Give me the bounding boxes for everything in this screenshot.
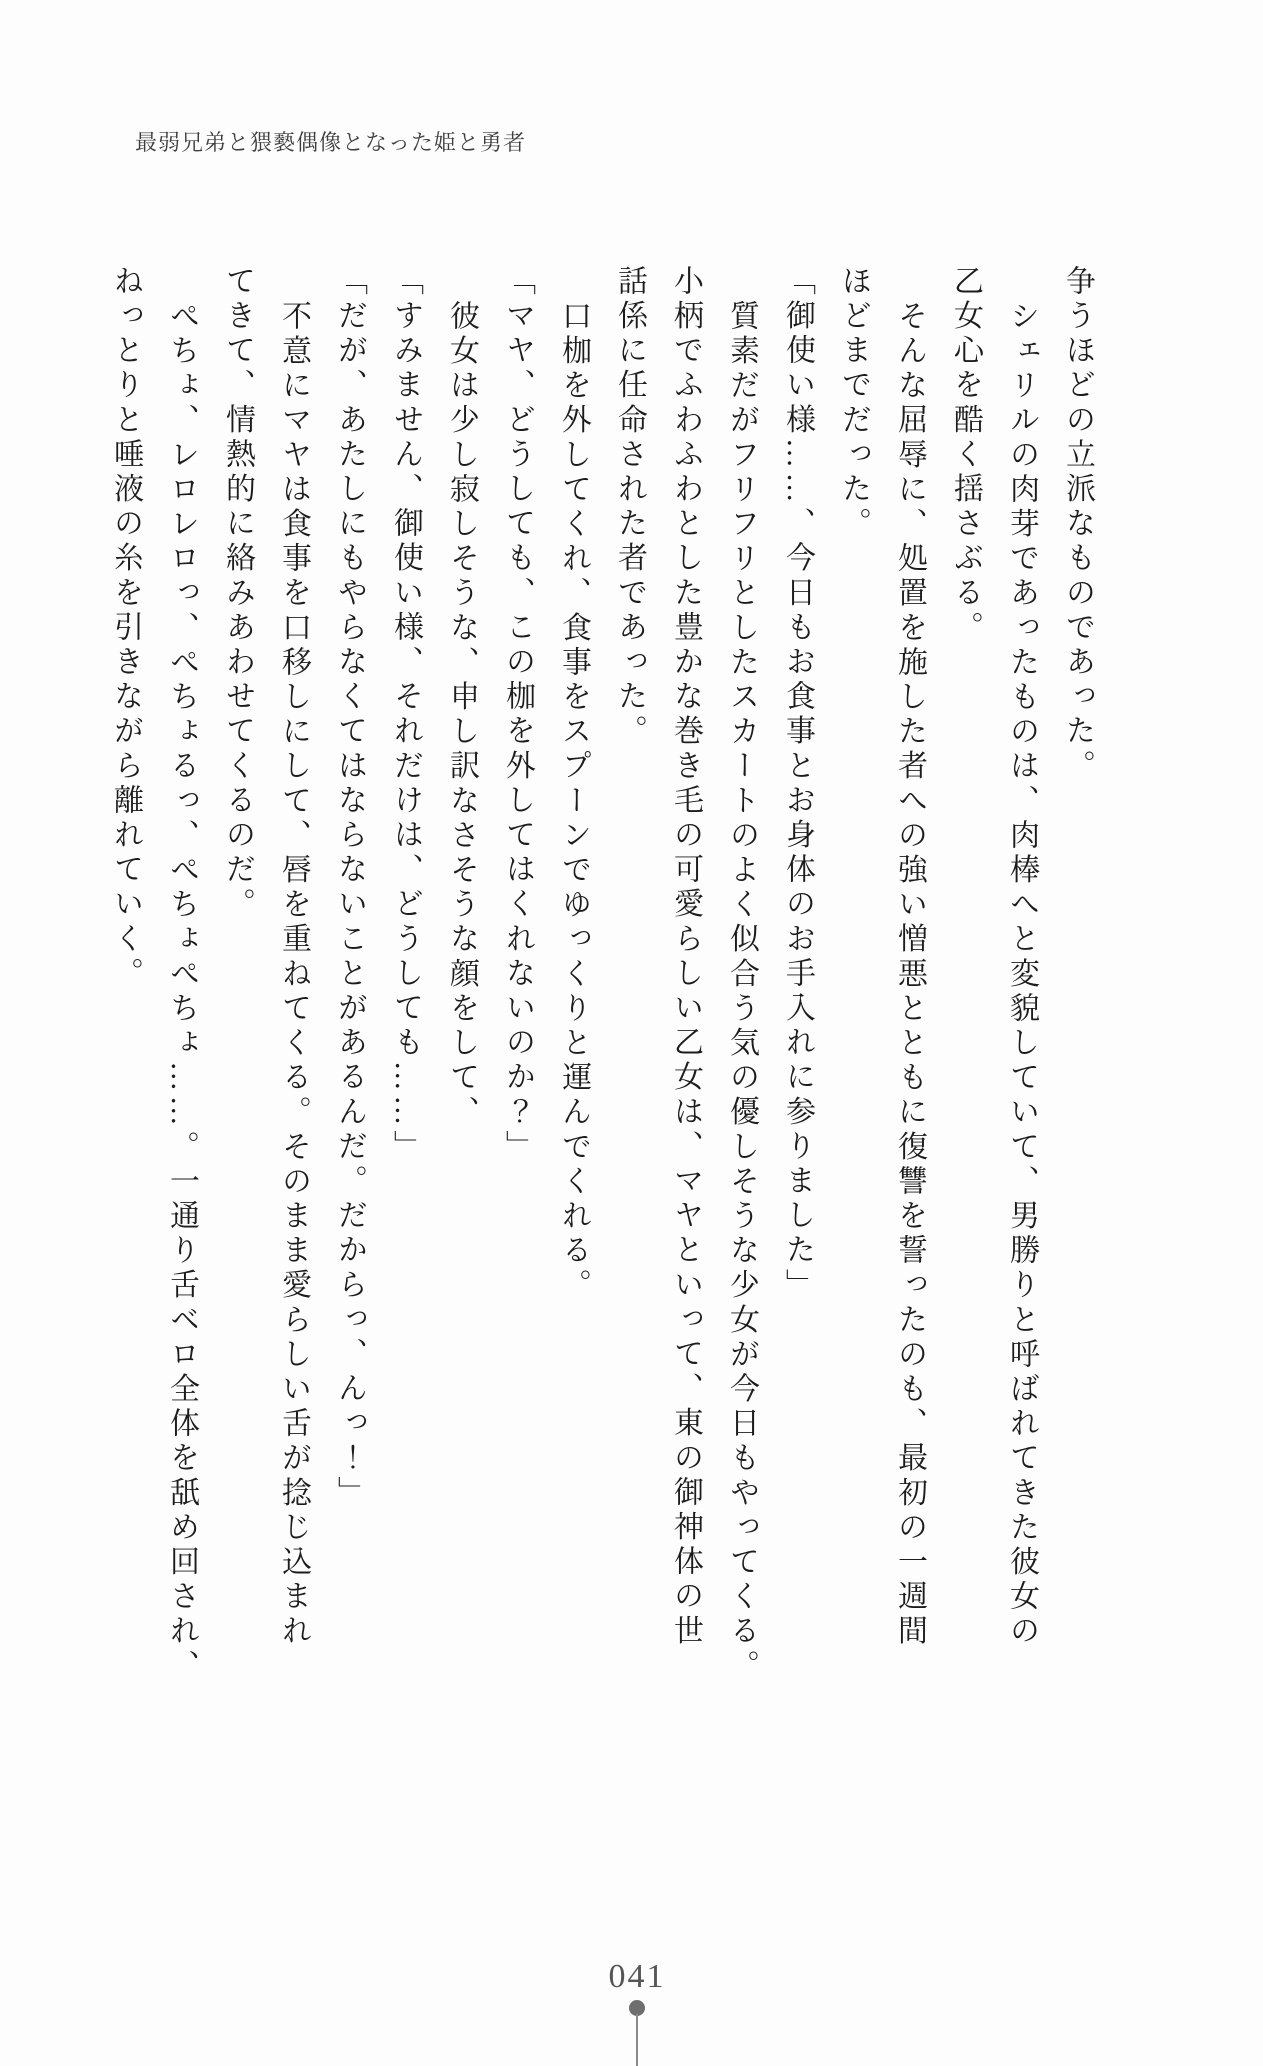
text-line: 「だが、あたしにもやらなくてはならないことがあるんだ。だからっ、んっ！」 [333,265,366,1511]
text-line: シェリルの肉芽であったものは、肉棒へと変貌していて、男勝りと呼ばれてきた彼女の [1005,299,1038,1649]
body-text-block [97,265,1105,1684]
text-line: ほどまでだった。 [837,265,870,542]
text-line: そんな屈辱に、処置を施した者への強い憎悪とともに復讐を誓ったのも、最初の一週間 [893,299,926,1649]
running-header-title: 最弱兄弟と猥褻偶像となった姫と勇者 [135,130,527,155]
text-line: ねっとりと唾液の糸を引きながら離れていく。 [109,265,142,992]
text-line: 口枷を外してくれ、食事をスプーンでゆっくりと運んでくれる。 [557,299,590,1303]
page-number: 041 [608,1958,666,1995]
text-line: 質素だがフリフリとしたスカートのよく似合う気の優しそうな少女が今日もやってくる。 [725,299,758,1684]
text-line: 争うほどの立派なものであった。 [1061,265,1094,784]
text-line: 「マヤ、どうしても、この枷を外してはくれないのか？」 [501,265,534,1165]
vertical-rule-icon [636,2014,638,2066]
text-line: 乙女心を酷く揺さぶる。 [949,265,982,646]
text-line: てきて、情熱的に絡みあわせてくるのだ。 [221,265,254,923]
text-line: ぺちょ、レロレロっ、ぺちょるっ、ぺちょぺちょ……。一通り舌ベロ全体を舐め回され、 [165,299,198,1684]
text-line: 話係に任命された者であった。 [613,265,646,750]
text-line: 彼女は少し寂しそうな、申し訳なさそうな顔をして、 [445,299,478,1130]
text-line: 小柄でふわふわとした豊かな巻き毛の可愛らしい乙女は、マヤといって、東の御神体の世 [669,265,702,1649]
text-line: 「御使い様……、今日もお食事とお身体のお手入れに参りました」 [781,265,814,1303]
text-line: 不意にマヤは食事を口移しにして、唇を重ねてくる。そのまま愛らしい舌が捻じ込まれ [277,299,310,1649]
text-line: 「すみません、御使い様、それだけは、どうしても……」 [389,265,422,1165]
